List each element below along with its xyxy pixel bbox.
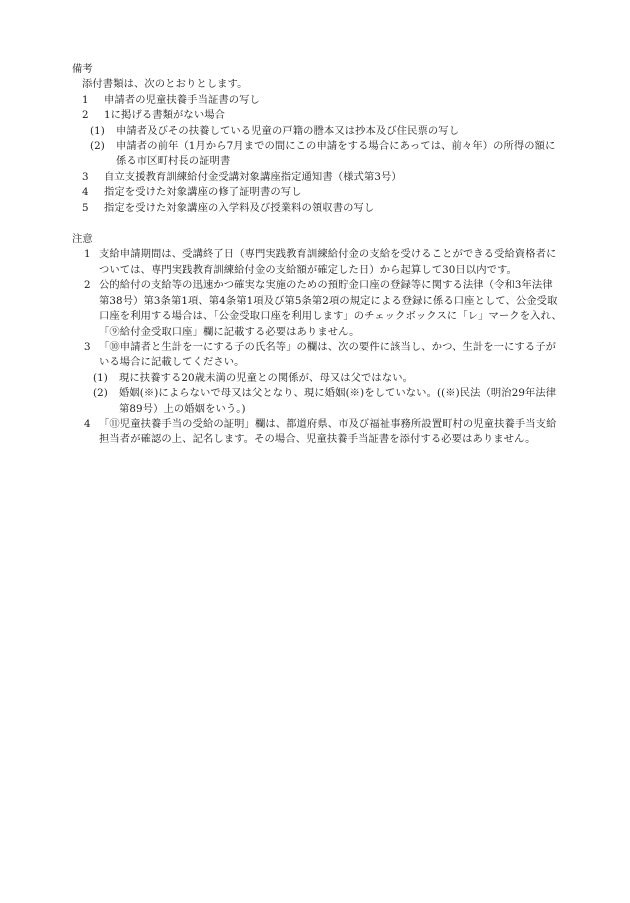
- remarks-heading: 備考: [72, 63, 93, 75]
- item-text: 「⑪児童扶養手当の受給の証明」欄は、都道府県、市及び福祉事務所設置町村の児童扶養手当支給担当者が確認の上、記名します。その場合、児童扶養手当証書を添付する必要はありません。: [99, 417, 557, 446]
- item-text: 支給申請期間は、受講終了日（専門実践教育訓練給付金の支給を受けることができる受給資格者については、専門実践教育訓練給付金の支給額が確定した日）から起算して30日以内です。: [99, 248, 557, 276]
- remarks-intro: 添付書類は、次のとおりとします。: [82, 78, 248, 91]
- item-number: 4: [84, 417, 91, 430]
- remarks-item: [72, 185, 562, 200]
- remarks-item: [72, 170, 562, 185]
- remarks-subitem: [72, 139, 562, 170]
- remarks-section: [72, 62, 562, 216]
- item-number: 4: [82, 186, 89, 199]
- item-text: 指定を受けた対象講座の修了証明書の写し: [104, 186, 302, 199]
- notes-item: [72, 247, 562, 278]
- notes-content: [72, 62, 562, 448]
- remarks-item: [72, 201, 562, 216]
- item-text: 指定を受けた対象講座の入学料及び授業料の領収書の写し: [104, 201, 375, 214]
- notes-heading: 注意: [72, 233, 93, 246]
- item-text: 申請者の児童扶養手当証書の写し: [104, 93, 260, 106]
- remarks-item: [72, 93, 562, 108]
- item-number: (1): [93, 371, 108, 384]
- notes-item: [72, 340, 562, 371]
- notes-subitem: [72, 386, 562, 417]
- notes-subitem: [72, 371, 562, 386]
- item-number: 3: [84, 340, 91, 353]
- item-text: 1に掲げる書類がない場合: [104, 109, 226, 122]
- item-text: 申請者の前年（1月から7月までの間にこの申請をする場合にあっては、前々年）の所得の額に係る市区町村長の証明書: [116, 140, 556, 168]
- remarks-subitem: [72, 124, 562, 139]
- item-text: 「⑩申請者と生計を一にする子の氏名等」の欄は、次の要件に該当し、かつ、生計を一にする子がいる場合に記載してください。: [99, 340, 557, 369]
- item-text: 現に扶養する20歳未満の児童との関係が、母又は父ではない。: [119, 371, 414, 384]
- item-number: (2): [93, 387, 108, 400]
- section-spacer: [72, 216, 562, 232]
- item-number: 1: [82, 93, 89, 106]
- item-text: 婚姻(※)によらないで母又は父となり、現に婚姻(※)をしていない。((※)民法（明治29年法律第89号）上の婚姻をいう。): [119, 387, 557, 415]
- item-number: 5: [82, 201, 89, 214]
- item-number: 1: [84, 248, 91, 261]
- remarks-item: [72, 108, 562, 123]
- item-text: 自立支援教育訓練給付金受講対象講座指定通知書（様式第3号）: [104, 170, 402, 183]
- notes-item: [72, 417, 562, 448]
- item-number: (1): [90, 124, 105, 137]
- item-number: (2): [90, 140, 105, 153]
- notes-section: [72, 232, 562, 448]
- item-number: 2: [84, 279, 91, 292]
- notes-item: [72, 278, 562, 340]
- item-number: 2: [82, 109, 89, 122]
- item-text: 申請者及びその扶養している児童の戸籍の謄本又は抄本及び住民票の写し: [116, 124, 460, 137]
- item-number: 3: [82, 170, 89, 183]
- item-text: 公的給付の支給等の迅速かつ確実な実施のための預貯金口座の登録等に関する法律（令和3年法律第38号）第3条第1項、第4条第1項及び第5条第2項の規定による登録に係る口座として、公金受取口座を利用する場合は、「公金受取口座を利用します」のチェックボックスに「レ」マークを入れ、「⑨給付金受取口座」欄に記載する必要はありません。: [99, 279, 562, 338]
